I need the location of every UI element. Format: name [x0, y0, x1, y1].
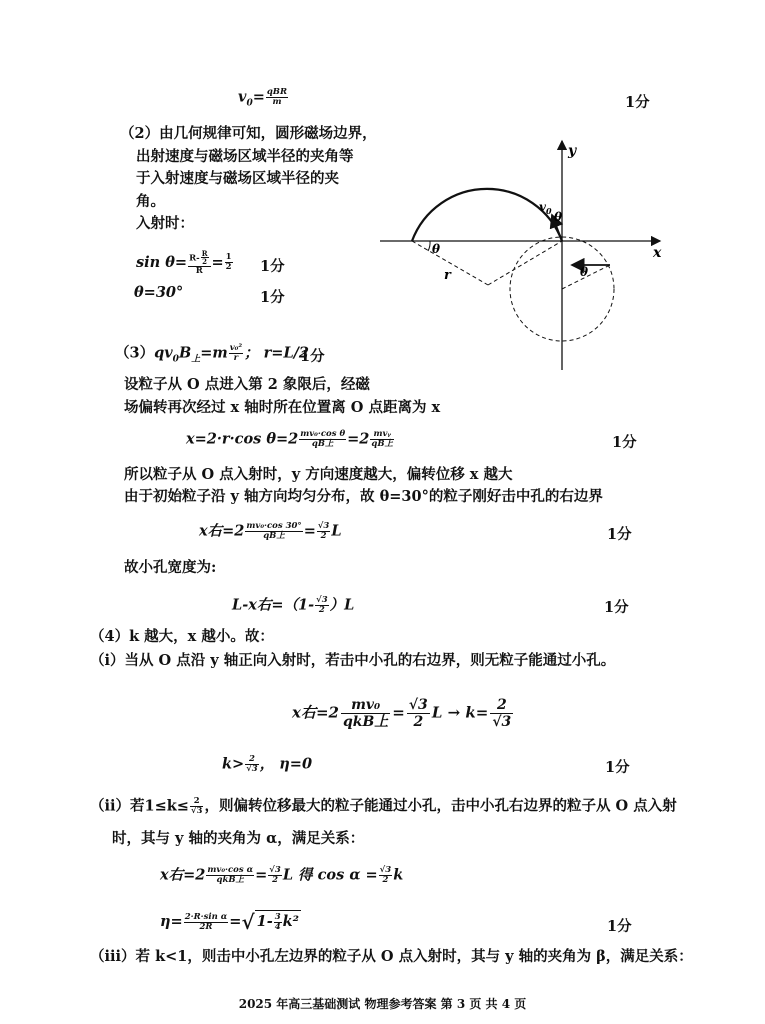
ii-line1: （ii）若1≤k≤ $\frac{2}{√3}$ ，则偏转位移最大的粒子能通过小孔，击中小孔右边界的粒子从 O 点入射 [90, 796, 677, 816]
theta-label-right: θ [580, 265, 589, 279]
score-1: 1分 [625, 94, 650, 111]
radius-label: r [444, 268, 451, 283]
s3-para4: 由于初始粒子沿 y 轴方向均匀分布，故 θ=30°的粒子刚好击中孔的右边界 [124, 488, 603, 505]
score-9: 1分 [607, 918, 632, 935]
s3-para1: 设粒子从 O 点进入第 2 象限后，经磁 [124, 376, 370, 393]
s2-line2: 出射速度与磁场区域半径的夹角等 [136, 148, 354, 165]
s3-para2: 场偏转再次经过 x 轴时所在位置离 O 点距离为 x [124, 399, 441, 416]
eta-formula: η= $\frac{\text{2·R·sin α}}{2R}$ =√ 1- $\frac{3}{4}$ k² [160, 910, 300, 934]
sin-formula: sin θ= R- $\frac{R}{2}$ R = $\frac{1}{2}$ [136, 249, 232, 276]
i-result: k> $\frac{2}{√3}$ ， η=0 [222, 754, 313, 774]
s2-line3: 于入射速度与磁场区域半径的夹 [136, 170, 339, 187]
s2-line4: 角。 [136, 193, 165, 210]
s4-head: （4）k 越大，x 越小。故： [90, 628, 274, 645]
score-3: 1分 [260, 289, 285, 306]
score-6: 1分 [607, 526, 632, 543]
theta-value: θ=30° [134, 284, 184, 301]
theta-label-left: θ [432, 242, 441, 256]
width-formula: L-x右=（1- $\frac{√3}{2}$ ）L [232, 595, 355, 615]
page-footer: 2025 年高三基础测试 物理参考答案 第 3 页 共 4 页 [238, 997, 527, 1011]
score-7: 1分 [604, 599, 629, 616]
radius-line-center [488, 241, 562, 285]
s3-para3: 所以粒子从 O 点入射时，y 方向速度越大，偏转位移 x 越大 [124, 466, 513, 483]
y-axis-label: y [568, 143, 577, 159]
ii-line2: 时，其与 y 轴的夹角为 α，满足关系： [112, 830, 365, 847]
ii-formula: x右=2 $\frac{\text{mv₀·cos α}}{\text{qkB上}}$ = $\frac{√3}{2}$ L 得 cos α = $\frac{√3}{2}$ k [160, 865, 404, 885]
v0-formula: $v_0=$ $\frac{\text{qBR}}{m}$ [238, 87, 288, 109]
x-formula: x=2·r·cos θ=2 $\frac{\text{mv₀·cos θ}}{\text{qB上}}$ =2 $\frac{\text{mvᵧ}}{\text{qB上}}$ [186, 429, 394, 449]
x-axis-label: x [653, 245, 662, 261]
iii-text: （iii）若 k<1，则击中小孔左边界的粒子从 O 点入射时，其与 y 轴的夹角为 β，满足关系： [90, 948, 693, 965]
score-8: 1分 [605, 759, 630, 776]
theta-label-top: θ [554, 210, 563, 224]
x-right-formula: x右=2 $\frac{\text{mv₀·cos 30°}}{\text{qB上}}$ = $\frac{√3}{2}$ L [199, 521, 342, 541]
s2-line1: （2）由几何规律可知，圆形磁场边界， [120, 125, 377, 142]
v0-label: $v_0$ [539, 200, 552, 216]
s4-i-text: （i）当从 O 点沿 y 轴正向入射时，若击中小孔的右边界，则无粒子能通过小孔。 [90, 652, 616, 669]
force-equation: $(3)qv_0B_上=m$ $\frac{\text{v₀²}}{r}$ ； r=L/2 [115, 343, 310, 365]
trajectory-arc [412, 189, 562, 241]
score-2: 1分 [260, 258, 285, 275]
s2-line5: 入射时： [136, 215, 194, 232]
i-formula: x右=2 mv₀ qkB上 = $\frac{√3}{2}$ L → k= $\frac{2}{√3}$ [292, 697, 512, 731]
width-text: 故小孔宽度为: [124, 559, 217, 576]
magnetic-field-diagram [380, 135, 670, 375]
score-5: 1分 [612, 434, 637, 451]
score-4: 1分 [300, 348, 325, 365]
